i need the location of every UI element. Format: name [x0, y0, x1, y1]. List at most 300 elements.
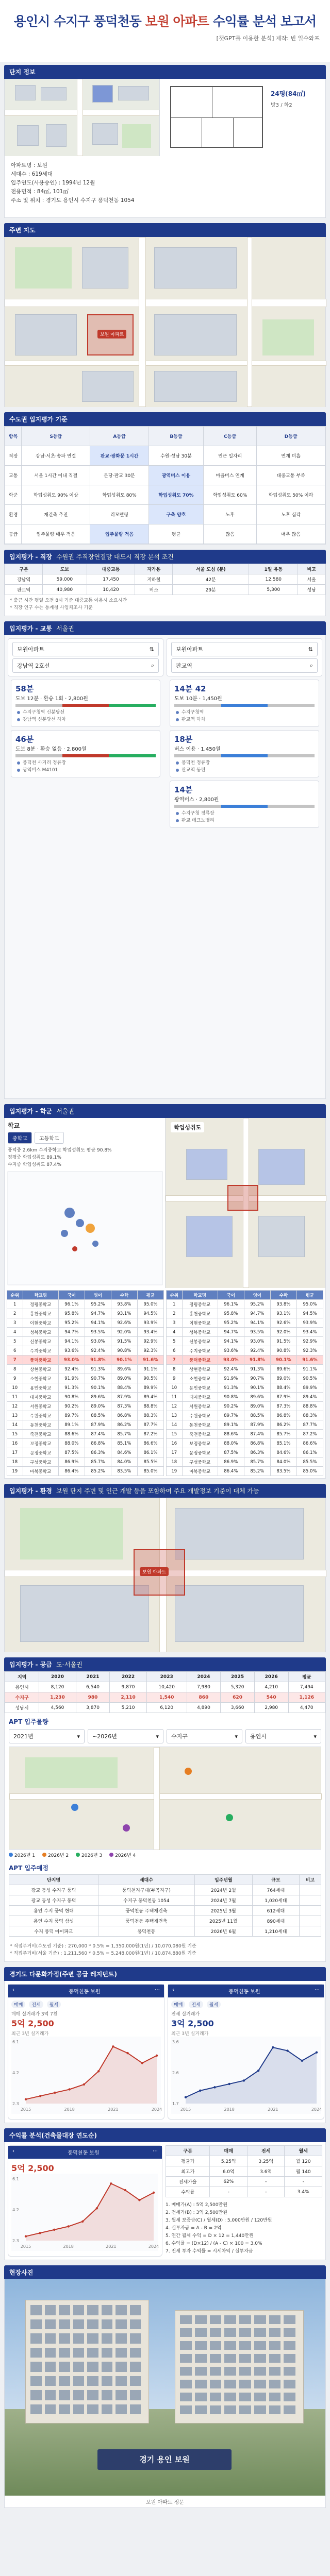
building-window [87, 2390, 98, 2400]
table-cell: 9 [167, 1374, 183, 1383]
table-cell: 89.0% [85, 1402, 111, 1411]
tab-sale[interactable]: 매매 [171, 2001, 185, 2008]
table-cell: 90.5% [137, 1374, 163, 1383]
building-window [45, 2305, 56, 2315]
calc-line: 2. 전세가(B) : 3억 2,500만원 [166, 2210, 227, 2215]
column-header: 2022 [110, 1672, 146, 1682]
table-cell: 88.5% [85, 1411, 111, 1420]
table-cell: 94.5% [296, 1309, 323, 1318]
table-cell: 96.1% [218, 1300, 244, 1309]
building-window [269, 2341, 281, 2350]
table-cell: 17 [167, 1448, 183, 1458]
price-chart-sale [11, 2037, 161, 2114]
supply-map[interactable] [9, 1747, 321, 1850]
table-cell: 85.1% [111, 1439, 137, 1448]
supply-marker [123, 1824, 130, 1832]
tab-jeonse[interactable]: 전세 [189, 2001, 203, 2008]
column-header: 비고 [299, 1875, 321, 1885]
data-point [257, 2070, 259, 2072]
column-header: 비고 [298, 564, 325, 574]
route-stop: 판교역 하차 [174, 716, 315, 723]
building-window [224, 2380, 236, 2388]
data-point [25, 2098, 27, 2100]
site-plan-map[interactable] [5, 79, 159, 156]
school-point [72, 1246, 77, 1251]
building-window [116, 2319, 127, 2330]
building-window [30, 2390, 42, 2400]
building-window [195, 2380, 207, 2388]
building-window [195, 2354, 207, 2363]
table-cell [299, 1916, 321, 1926]
table-cell: 10 [167, 1383, 183, 1393]
route-option[interactable] [170, 730, 319, 777]
route-option[interactable] [11, 730, 160, 777]
table-cell: 대중교통 부족 [257, 466, 325, 485]
price-app-jeonse [168, 1984, 324, 2120]
table-cell: 학업성취도 60% [203, 485, 256, 505]
chevron-down-icon: ▾ [314, 1733, 317, 1740]
building-window [224, 2393, 236, 2401]
data-point [39, 2095, 41, 2097]
table-cell: 85.0% [296, 1467, 323, 1476]
x-tick-label: 2024 [311, 2107, 322, 2112]
table-cell: 86.1% [296, 1448, 323, 1458]
table-cell: 2,110 [110, 1692, 146, 1703]
table-row [7, 1365, 164, 1374]
app-title: 풍덕천동 보원 [69, 1989, 101, 1995]
table-cell: 87.4% [85, 1430, 111, 1439]
table-cell: 87.5% [218, 1448, 244, 1458]
complex-map-pin[interactable]: 보원 아파트 [140, 1567, 169, 1576]
tab-sale[interactable]: 매매 [11, 2001, 25, 2008]
data-point [97, 2070, 100, 2072]
table-cell: 89.7% [58, 1411, 85, 1420]
building-window [116, 2305, 127, 2315]
section-title: 단지 정보 [4, 65, 326, 79]
swap-icon[interactable]: ⇅ [308, 646, 313, 653]
table-cell: 94.7% [85, 1309, 111, 1318]
table-row [167, 1448, 323, 1458]
table-cell: 6 [167, 1346, 183, 1355]
building-window [239, 2367, 251, 2376]
table-row [7, 1467, 164, 1476]
route-time: 14분 [174, 785, 193, 794]
table-row [5, 1682, 325, 1692]
table-cell: 84.0% [270, 1458, 296, 1467]
building-window [30, 2319, 42, 2330]
table-cell: 91.3% [58, 1383, 85, 1393]
legend-item: 2026년 4 [109, 1852, 136, 1858]
table-cell: 수지구 [5, 1692, 39, 1703]
table-cell: 용인 수지 풍덕 현대 [9, 1906, 98, 1916]
table-cell: 신봉중학교 [23, 1337, 58, 1346]
info-line: 주소 및 위치 : 경기도 용인시 수지구 풍덕천동 1054 [11, 197, 135, 204]
data-point [141, 2062, 143, 2064]
route-option[interactable] [11, 680, 160, 727]
column-header: D등급 [257, 427, 325, 446]
table-row [167, 1383, 323, 1393]
building-window [102, 2390, 113, 2400]
table-cell: 95.2% [85, 1300, 111, 1309]
district-select[interactable]: 수지구 ▾ [167, 1729, 242, 1743]
table-cell: 94.7% [244, 1309, 270, 1318]
table-cell: 91.3% [218, 1383, 244, 1393]
column-header: 구분 [166, 2146, 210, 2156]
building-window [180, 2328, 192, 2337]
building-window [59, 2362, 70, 2372]
back-icon[interactable]: ‹ [172, 1987, 174, 1993]
table-row [167, 1346, 323, 1355]
route-from-input[interactable]: 보원아파트 ⇅ [171, 642, 318, 656]
info-line: 전용면적 : 84㎡, 101㎡ [11, 189, 69, 195]
route-option[interactable] [170, 781, 319, 828]
table-cell: 88.8% [137, 1402, 163, 1411]
table-cell: 최고가 [166, 2166, 210, 2177]
share-icon[interactable]: ⋯ [154, 1987, 160, 1993]
table-cell: 광교 동성 수지구 풍덕 [9, 1885, 98, 1895]
building-window [269, 2367, 281, 2376]
x-tick-label: 2015 [20, 2107, 31, 2112]
column-header: 세대수 [98, 1875, 195, 1885]
y-tick-label: 6.1 [12, 2040, 19, 2044]
section-yield [0, 2128, 330, 2260]
route-time: 14분 42 [174, 684, 206, 693]
column-header: 1일 유동 [249, 564, 298, 574]
note-line: * 직장 인구 수는 통계청 사업체조사 기준 [10, 605, 93, 611]
back-icon[interactable]: ‹ [12, 1987, 14, 1993]
table-cell: 89.9% [296, 1383, 323, 1393]
table-cell: 84.0% [111, 1458, 137, 1467]
school-stat: 정평중 학업성취도 89.1% [8, 1155, 61, 1160]
table-cell: 11 [167, 1393, 183, 1402]
tab-high-school[interactable]: 고등학교 [35, 1132, 64, 1144]
note-line: * 출근 시간 평일 오전 8시 기준 대중교통 이용시 소요시간 [10, 598, 127, 603]
search-icon[interactable]: ⌕ [309, 662, 313, 669]
table-cell: 890세대 [253, 1916, 300, 1926]
calc-line: 5. 연간 월세 수익 = D × 12 = 1,440만원 [166, 2233, 254, 2239]
table-cell: 87.9% [270, 1393, 296, 1402]
table-cell: 평균가 [166, 2156, 210, 2166]
table-cell: 83.5% [111, 1467, 137, 1476]
column-header: 월세 [285, 2146, 322, 2156]
table-cell: 보정중학교 [182, 1439, 218, 1448]
building-window [130, 2376, 141, 2386]
table-cell: 12 [167, 1402, 183, 1411]
search-icon[interactable]: ⌕ [151, 662, 154, 669]
building-window [73, 2305, 85, 2315]
table-row [7, 1383, 164, 1393]
share-icon[interactable]: ⋯ [152, 2148, 158, 2154]
column-header: A등급 [90, 427, 149, 446]
building-window [224, 2367, 236, 2376]
table-cell: 84.6% [111, 1448, 137, 1458]
table-cell: 문정중학교 [182, 1448, 218, 1458]
building-window [59, 2376, 70, 2386]
route-stop: 풍덕천 사거리 정류장 [15, 759, 156, 767]
route-from-input[interactable]: 보원아파트 ⇅ [12, 642, 159, 656]
table-cell: 4 [167, 1328, 183, 1337]
section-work [0, 550, 330, 616]
building-window [130, 2348, 141, 2358]
table-cell: 매우 많음 [257, 524, 325, 544]
tab-monthly[interactable]: 월세 [207, 2001, 221, 2008]
table-cell: 87.2% [296, 1430, 323, 1439]
year-to-select[interactable]: ~2026년 ▾ [88, 1729, 163, 1743]
environment-map[interactable] [5, 1498, 325, 1652]
school-point [61, 1230, 68, 1237]
data-point [272, 2046, 274, 2048]
year-from-select[interactable]: 2021년 ▾ [9, 1729, 85, 1743]
table-cell: 87.3% [270, 1402, 296, 1411]
data-point [286, 2049, 288, 2052]
table-cell: 93.5% [244, 1328, 270, 1337]
school-point [86, 1224, 95, 1233]
column-header: 2024 [187, 1672, 221, 1682]
section-school [0, 1104, 330, 1479]
table-row [167, 1411, 323, 1420]
table-cell: 85.7% [270, 1430, 296, 1439]
building-window [87, 2404, 98, 2415]
building-window [269, 2315, 281, 2324]
building-window [284, 2354, 295, 2363]
building-window [116, 2390, 127, 2400]
building-window [73, 2376, 85, 2386]
table-cell: 91.6% [296, 1355, 323, 1365]
table-cell: 소현중학교 [23, 1374, 58, 1383]
x-tick-label: 2024 [151, 2107, 162, 2112]
building-window [224, 2341, 236, 2350]
route-stop: 판교 테크노밸리 [174, 817, 315, 824]
table-cell: 3.25억 [247, 2156, 285, 2166]
building-window [45, 2390, 56, 2400]
city-select[interactable]: 용인시 ▾ [245, 1729, 321, 1743]
apt-supply-title: APT 입주물량 [9, 1718, 48, 1725]
school-table-left [7, 1290, 164, 1476]
column-header: 학교명 [23, 1291, 58, 1300]
y-tick-label: 4.2 [12, 2208, 19, 2212]
table-cell: 강남역 [5, 574, 43, 585]
building-window [102, 2348, 113, 2358]
column-header: 2023 [146, 1672, 187, 1682]
table-cell: 수지 풍덕 아이파크 [9, 1926, 98, 1937]
table-cell: 90.1% [270, 1355, 296, 1365]
table-cell: 95.8% [58, 1309, 85, 1318]
table-cell: 90.1% [111, 1355, 137, 1365]
price-card [4, 1981, 326, 2123]
table-row [7, 1328, 164, 1337]
table-cell: 89.0% [270, 1374, 296, 1383]
table-cell: 동천중학교 [23, 1420, 58, 1430]
building-window [180, 2341, 192, 2350]
data-point [316, 2051, 318, 2053]
table-cell: 12 [7, 1402, 23, 1411]
transit-panel-1 [8, 638, 163, 831]
building-window [116, 2376, 127, 2386]
table-cell: 재건축 추진 [22, 505, 90, 524]
table-row [9, 1906, 321, 1916]
table-row [7, 1346, 164, 1355]
table-cell: 용인중학교 [23, 1383, 58, 1393]
table-cell: 88.6% [58, 1430, 85, 1439]
complex-info-card [4, 79, 326, 218]
table-cell: 성남 [298, 585, 325, 595]
share-icon[interactable]: ⋯ [314, 1987, 320, 1993]
route-to-input[interactable]: 강남역 2호선 ⌕ [12, 658, 159, 673]
table-cell: 환경 [5, 505, 22, 524]
table-cell: 92.6% [111, 1318, 137, 1328]
data-point [185, 2096, 187, 2098]
table-cell: 7,494 [288, 1682, 325, 1692]
building-window [116, 2362, 127, 2372]
route-option[interactable] [170, 680, 319, 727]
data-point [156, 2055, 158, 2057]
info-line: 세대수 : 619세대 [11, 171, 53, 177]
table-cell: 이현중학교 [23, 1318, 58, 1328]
table-cell: 89.4% [296, 1393, 323, 1402]
table-cell: 리모델링 [90, 505, 149, 524]
table-cell: 홍천중학교 [23, 1309, 58, 1318]
price-value: 3억 2,500 [171, 2019, 214, 2028]
table-cell: 94.7% [58, 1328, 85, 1337]
route-bar [15, 704, 156, 707]
table-cell: 수익률 [166, 2187, 210, 2197]
table-cell: 15 [7, 1430, 23, 1439]
table-cell: 88.0% [58, 1439, 85, 1448]
table-cell: 87.7% [137, 1420, 163, 1430]
table-cell: 90.1% [85, 1383, 111, 1393]
section-title: 현장사진 [4, 2265, 326, 2279]
building-window [239, 2315, 251, 2324]
note-line: * 직접주거비(수도권 기준) : 270,000 * 0.5% = 1,350,000원(1년) / 10,070,080원 기준 [10, 1944, 196, 1949]
column-header: 단지명 [9, 1875, 98, 1885]
table-cell: 분당·판교 30분 [90, 466, 149, 485]
table-cell: 93.1% [270, 1309, 296, 1318]
tab-jeonse[interactable]: 전세 [29, 2001, 43, 2008]
table-cell: 15 [167, 1430, 183, 1439]
table-cell: 마북중학교 [182, 1467, 218, 1476]
table-cell: 94.5% [137, 1309, 163, 1318]
table-cell: 3.6억 [247, 2166, 285, 2177]
section-title: 수익률 분석(건축물대장 연도순) [4, 2128, 326, 2142]
table-cell [299, 1906, 321, 1916]
school-point [76, 1219, 84, 1227]
table-cell: 764세대 [253, 1885, 300, 1895]
legend-item: 2026년 3 [76, 1852, 102, 1858]
data-point [243, 2079, 245, 2081]
criteria-card [4, 426, 326, 545]
table-cell: 광역버스 이용 [149, 466, 204, 485]
route-bar [174, 805, 315, 808]
table-cell: 91.6% [137, 1355, 163, 1365]
table-cell: 5,210 [110, 1703, 146, 1713]
building-window [210, 2341, 222, 2350]
tab-middle-school[interactable]: 중학교 [8, 1132, 32, 1144]
area-map[interactable] [5, 237, 325, 407]
title-accent: 보원 아파트 [145, 14, 209, 29]
table-row [167, 1458, 323, 1467]
table-cell: 91.1% [137, 1365, 163, 1374]
calc-line: 1. 매매가(A) : 5억 2,500만원 [166, 2202, 227, 2208]
school-card [4, 1118, 326, 1479]
table-cell: 학업성취도 70% [149, 485, 204, 505]
work-table [5, 564, 325, 595]
table-cell: 91.9% [218, 1374, 244, 1383]
data-point [68, 2088, 70, 2090]
table-cell: 서원중학교 [182, 1402, 218, 1411]
building-window [239, 2393, 251, 2401]
table-cell: 90.8% [111, 1346, 137, 1355]
building-window [239, 2380, 251, 2388]
route-time: 18분 [174, 735, 193, 744]
building-window [30, 2362, 42, 2372]
table-cell: 1,230 [39, 1692, 76, 1703]
column-header: 평균 [137, 1291, 163, 1300]
complex-map-pin[interactable]: 보원 아파트 [97, 330, 126, 338]
tab-monthly[interactable]: 월세 [47, 2001, 61, 2008]
route-to-input[interactable]: 판교역 ⌕ [171, 658, 318, 673]
table-cell: 4,890 [187, 1703, 221, 1713]
price-value: 5억 2,500 [11, 2019, 54, 2028]
table-cell: 86.1% [137, 1448, 163, 1458]
table-cell: 94.1% [58, 1337, 85, 1346]
table-cell: 94.1% [85, 1318, 111, 1328]
table-cell: 620 [221, 1692, 255, 1703]
column-header: 순위 [167, 1291, 183, 1300]
table-cell: 5 [167, 1337, 183, 1346]
school-map[interactable] [166, 1118, 325, 1288]
table-cell: 93.8% [270, 1300, 296, 1309]
building-window [284, 2328, 295, 2337]
building-window [87, 2348, 98, 2358]
y-tick-label: 4.2 [12, 2071, 19, 2075]
table-cell: 수지중학교 [23, 1346, 58, 1355]
table-cell: 95.8% [218, 1309, 244, 1318]
table-cell: 죽전중학교 [23, 1430, 58, 1439]
calc-line: 3. 월세 보증금(C) / 월세(D) : 5,000만원 / 120만원 [166, 2218, 272, 2223]
table-cell: 86.8% [85, 1439, 111, 1448]
table-cell: 정평중학교 [182, 1300, 218, 1309]
building-window [284, 2380, 295, 2388]
table-cell: 7 [7, 1355, 23, 1365]
table-cell: 12,580 [249, 574, 298, 585]
back-icon[interactable]: ‹ [12, 2148, 14, 2154]
swap-icon[interactable]: ⇅ [149, 646, 154, 653]
table-cell: 62% [210, 2177, 248, 2187]
section-photo [0, 2265, 330, 2508]
building-window [195, 2328, 207, 2337]
column-header: 구분 [5, 564, 43, 574]
table-cell: 88.6% [218, 1430, 244, 1439]
table-cell: 90.1% [244, 1383, 270, 1393]
building-window [254, 2367, 266, 2376]
table-cell: 95.2% [244, 1300, 270, 1309]
table-cell: 죽전중학교 [182, 1430, 218, 1439]
data-point [81, 2221, 84, 2223]
table-cell: 90.5% [296, 1374, 323, 1383]
column-header: 대중교통 [87, 564, 135, 574]
section-environment [0, 1484, 330, 1652]
calc-line: 4. 실투자금 = A - B = 2억 [166, 2226, 222, 2231]
supply-marker [185, 1768, 192, 1775]
section-area-map [0, 223, 330, 407]
table-cell: 92.6% [270, 1318, 296, 1328]
table-cell: 풍덕중학교 [23, 1355, 58, 1365]
table-cell: 서울 [298, 574, 325, 585]
section-title: 주변 지도 [4, 223, 326, 237]
route-time: 58분 [15, 684, 34, 693]
x-tick-label: 2021 [268, 2107, 278, 2112]
building-window [269, 2405, 281, 2414]
